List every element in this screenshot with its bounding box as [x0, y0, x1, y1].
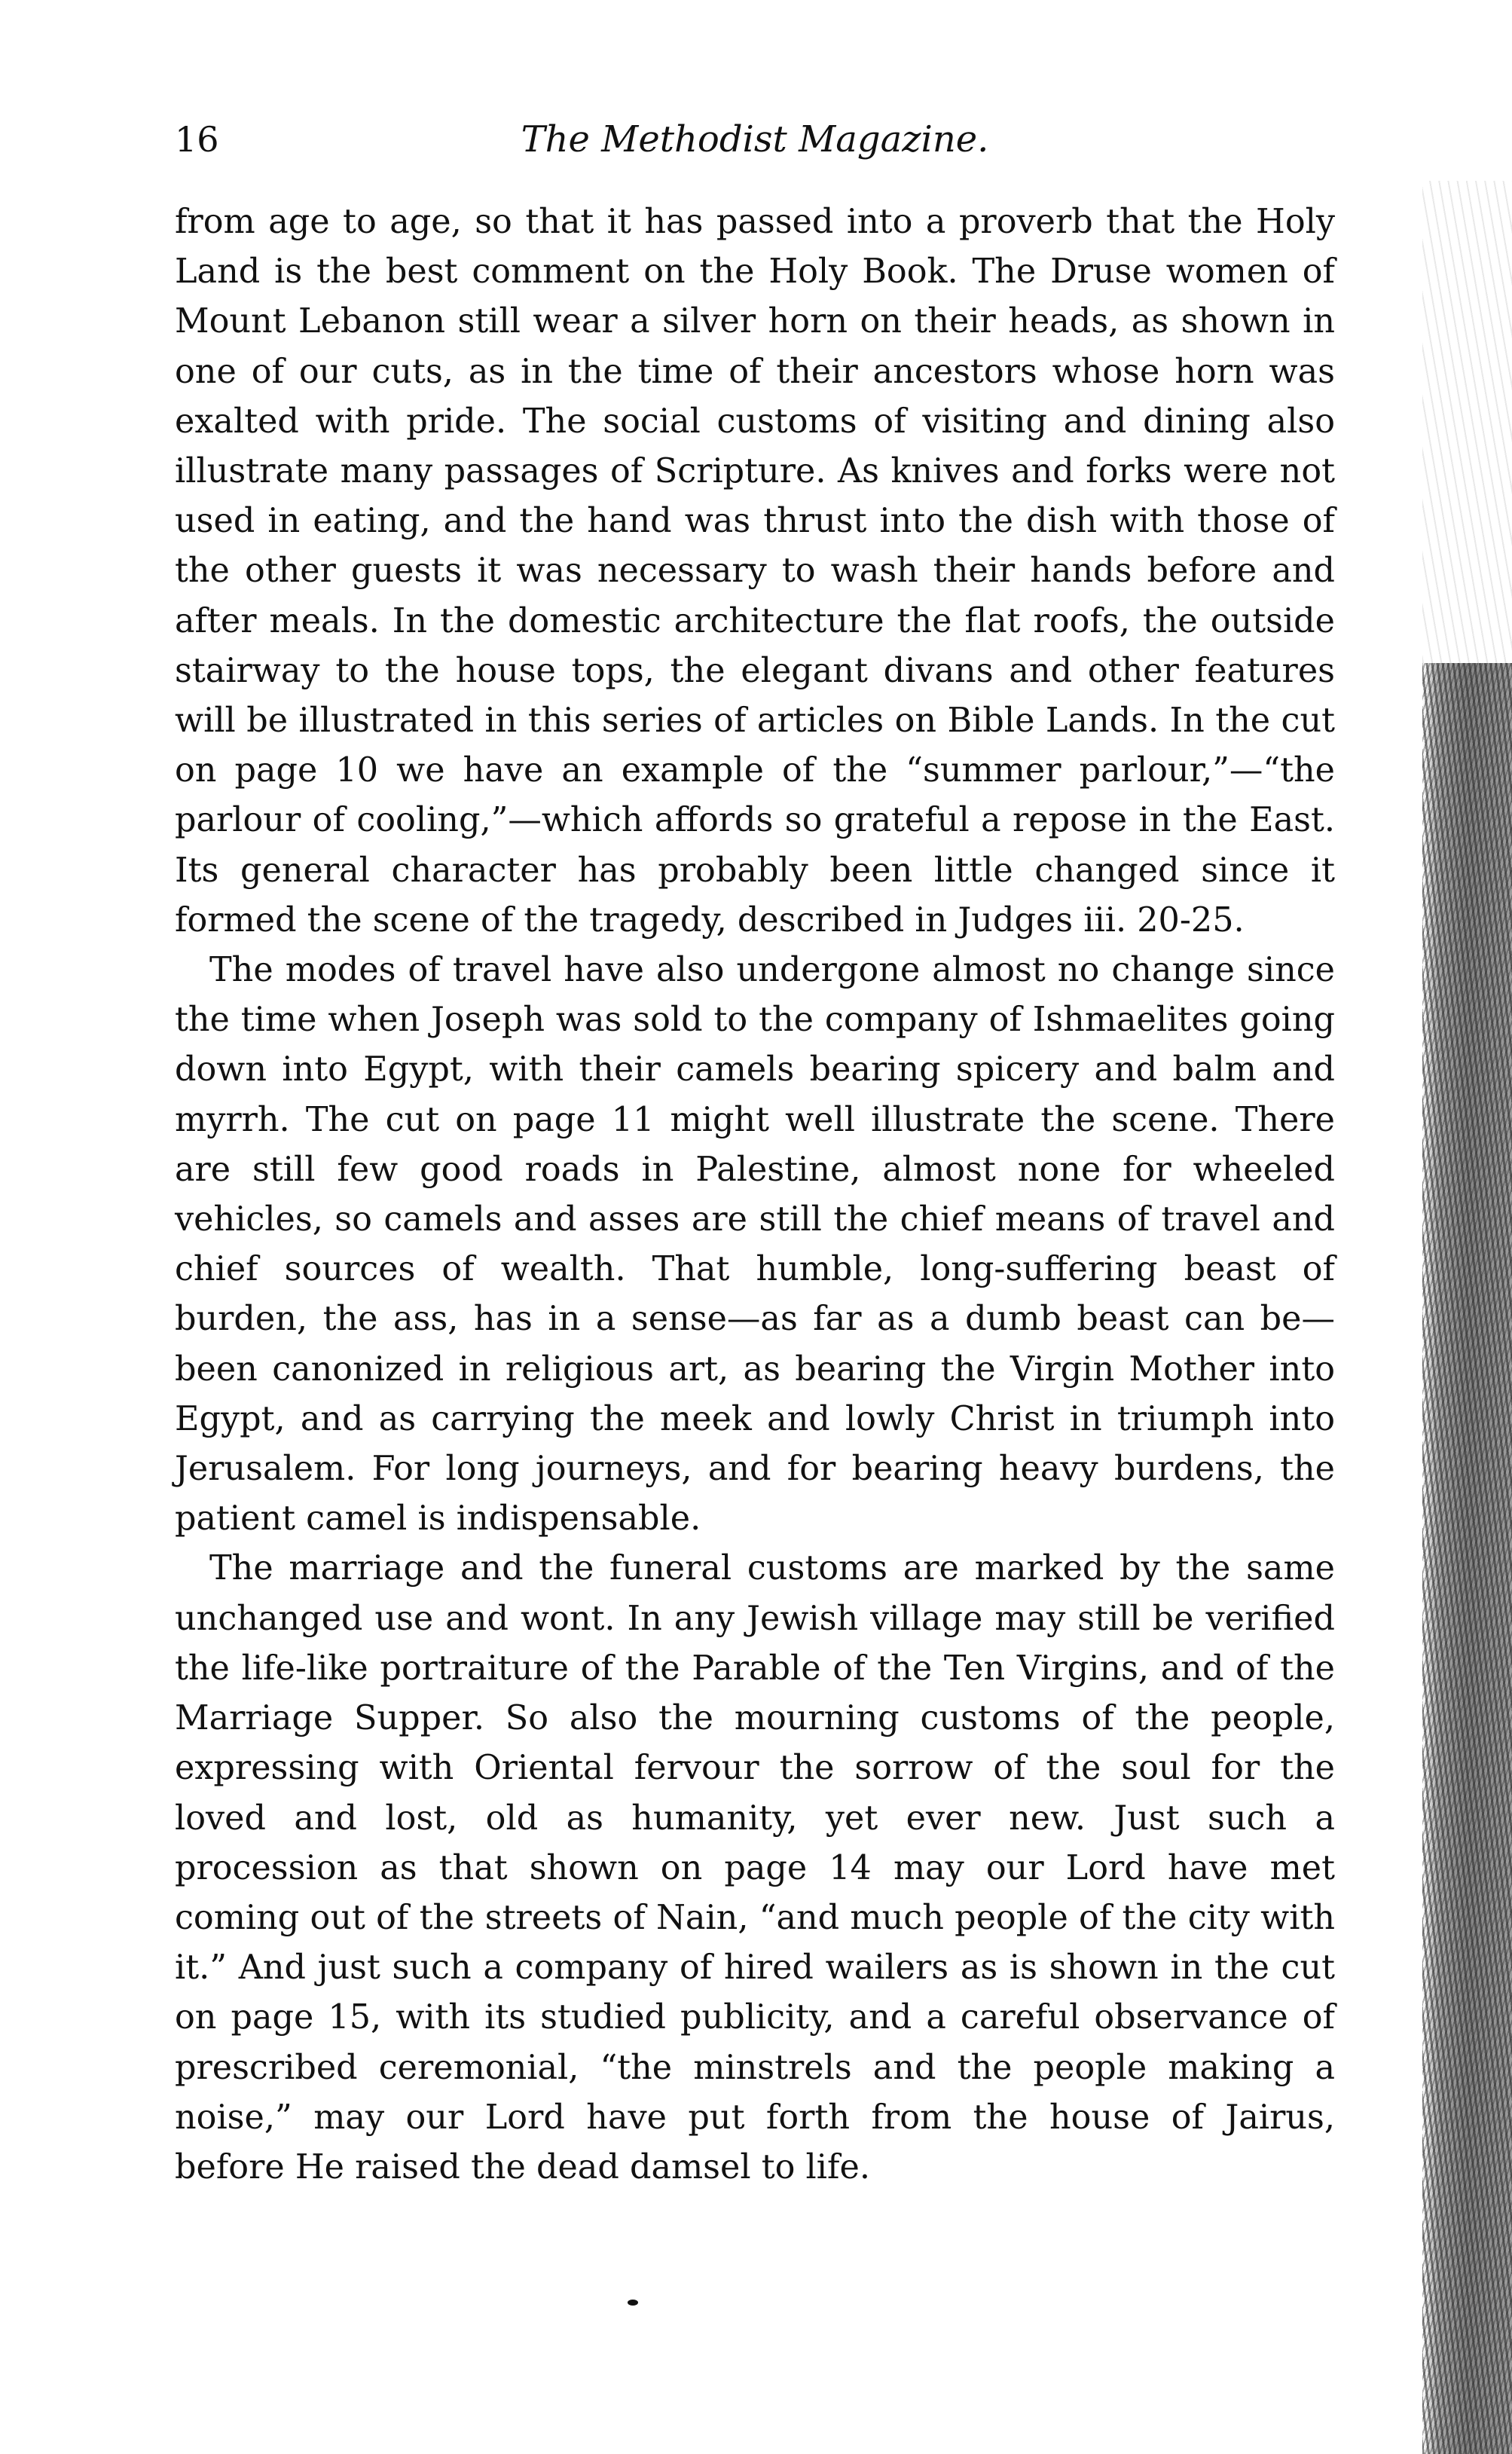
scan-edge-noise	[1422, 181, 1512, 663]
page-number: 16	[175, 119, 219, 160]
scan-edge-shadow	[1422, 663, 1512, 2454]
paragraph-continuation: from age to age, so that it has passed into a proverb that the Holy Land is the best comment on the Holy Book. The Druse women of Mount Lebanon still wear a silver horn on their heads, as shown in one of our cuts, as in the time of their ancestors whose horn was exalted with pride. The social customs of visiting and dining also illustrate many passages of Scripture. As knives and forks were not used in eating, and the hand was thrust into the dish with those of the other guests it was necessary to wash their hands before and after meals. In the domestic architecture the flat roofs, the outside stairway to the house tops, the elegant divans and other features will be illustrated in this series of articles on Bible Lands. In the cut on page 10 we have an example of the “summer parlour,”—“the parlour of cooling,”—which affords so grateful a repose in the East. Its general character has probably been little changed since it formed the scene of the tragedy, described in Judges iii. 20-25.	[175, 203, 1335, 940]
paragraph-travel: The modes of travel have also undergone almost no change since the time when Joseph was sold to the company of Ishmaelites going down into Egypt, with their camels bearing spicery and balm and myrrh. The cut on page 11 might well illustrate the scene. There are still few good roads in Palestine, almost none for wheeled vehicles, so camels and asses are still the chief means of travel and chief sources of wealth. That humble, long-suffering beast of burden, the ass, has in a sense—as far as a dumb beast can be—been canonized in religious art, as bearing the Virgin Mother into Egypt, and as carrying the meek and lowly Christ in triumph into Jerusalem. For long journeys, and for bearing heavy burdens, the patient camel is indispensable.	[175, 951, 1335, 1539]
paragraph-customs: The marriage and the funeral customs are marked by the same unchanged use and wont. In any Jewish village may still be verified the life-like portraiture of the Parable of the Ten Virgins, and of the Marriage Supper. So also the mourning customs of the people, expressing with Oriental fervour the sorrow of the soul for the loved and lost, old as humanity, yet ever new. Just such a procession as that shown on page 14 may our Lord have met coming out of the streets of Nain, “and much people of the city with it.” And just such a company of hired wailers as is shown in the cut on page 15, with its studied publicity, and a careful observance of prescribed ceremonial, “the minstrels and the people making a noise,” may our Lord have put forth from the house of Jairus, before He raised the dead damsel to life.	[175, 1549, 1335, 2187]
journal-title: The Methodist Magazine.	[521, 118, 989, 160]
running-head	[175, 113, 1335, 173]
ink-speck	[628, 2300, 638, 2306]
article-body	[175, 197, 1335, 2193]
